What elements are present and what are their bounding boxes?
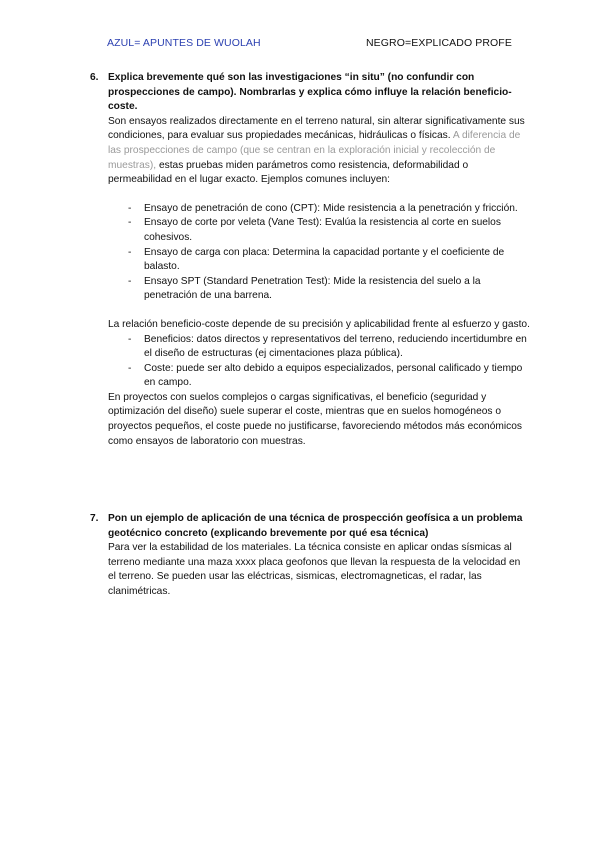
question-6-title: Explica brevemente qué son las investigaciones “in situ” (no confundir con prospecciones de campo). Nombrarlas y explica cómo influye la relación beneficio-coste. (108, 72, 512, 113)
intro-text-2: estas pruebas miden parámetros como resistencia, deformabilidad o permeabilidad en el lugar exacto. Ejemplos comunes incluyen: (108, 159, 469, 186)
question-7-answer: Para ver la estabilidad de los materiales. La técnica consiste en aplicar ondas sísmicas al terreno mediante una maza xxxx placa geofonos que llevan la respuesta de la velocidad en el terreno. Se pueden usar las eléctricas, sismicas, electromagneticas, el radar, las clanimétricas. (108, 542, 521, 597)
list-item: - Ensayo de carga con placa: Determina la capacidad portante y el coeficiente de balasto. (108, 246, 530, 275)
header-legend-black: NEGRO=EXPLICADO PROFE (366, 37, 512, 49)
header-legend-blue: AZUL= APUNTES DE WUOLAH (107, 37, 261, 49)
question-6-number: 6. (90, 72, 99, 83)
list-item: - Coste: puede ser alto debido a equipos especializados, personal calificado y tiempo en campo. (108, 362, 530, 391)
question-6 (90, 71, 530, 449)
list-item: - Ensayo de corte por veleta (Vane Test): Evalúa la resistencia al corte en suelos cohesivos. (108, 216, 530, 245)
question-7 (90, 512, 530, 600)
question-7-title: Pon un ejemplo de aplicación de una técnica de prospección geofísica a un problema geotécnico concreto (explicando brevemente por qué esa técnica) (108, 513, 523, 539)
intro-text-1: Son ensayos realizados directamente en el terreno natural, sin alterar significativamente sus condiciones, para evaluar sus propiedades mecánicas, hidráulicas o físicas. (108, 115, 525, 142)
conclusion-text: En proyectos con suelos complejos o cargas significativas, el beneficio (seguridad y optimización del diseño) suele superar el coste, mientras que en suelos homogéneos o proyectos pequeños, el coste puede no justificarse, favoreciendo métodos más económicos como ensayos de laboratorio con muestras. (108, 391, 522, 447)
list-item: - Ensayo de penetración de cono (CPT): Mide resistencia a la penetración y fricción. (108, 202, 530, 217)
list-item: - Ensayo SPT (Standard Penetration Test): Mide la resistencia del suelo a la penetración de una barrena. (108, 275, 530, 304)
benefit-cost-list (108, 333, 530, 391)
question-7-number: 7. (90, 513, 99, 524)
intro-text-gray: A diferencia de las prospecciones de campo (que se centran en la exploración inicial y recolección de muestras), (108, 130, 521, 171)
in-situ-tests-list (108, 202, 530, 304)
question-6-intro (108, 115, 530, 188)
relation-text: La relación beneficio-coste depende de su precisión y aplicabilidad frente al esfuerzo y gasto. (108, 318, 530, 330)
list-item: - Beneficios: datos directos y representativos del terreno, reduciendo incertidumbre en el diseño de estructuras (ej cimentaciones plaza pública). (108, 333, 530, 362)
